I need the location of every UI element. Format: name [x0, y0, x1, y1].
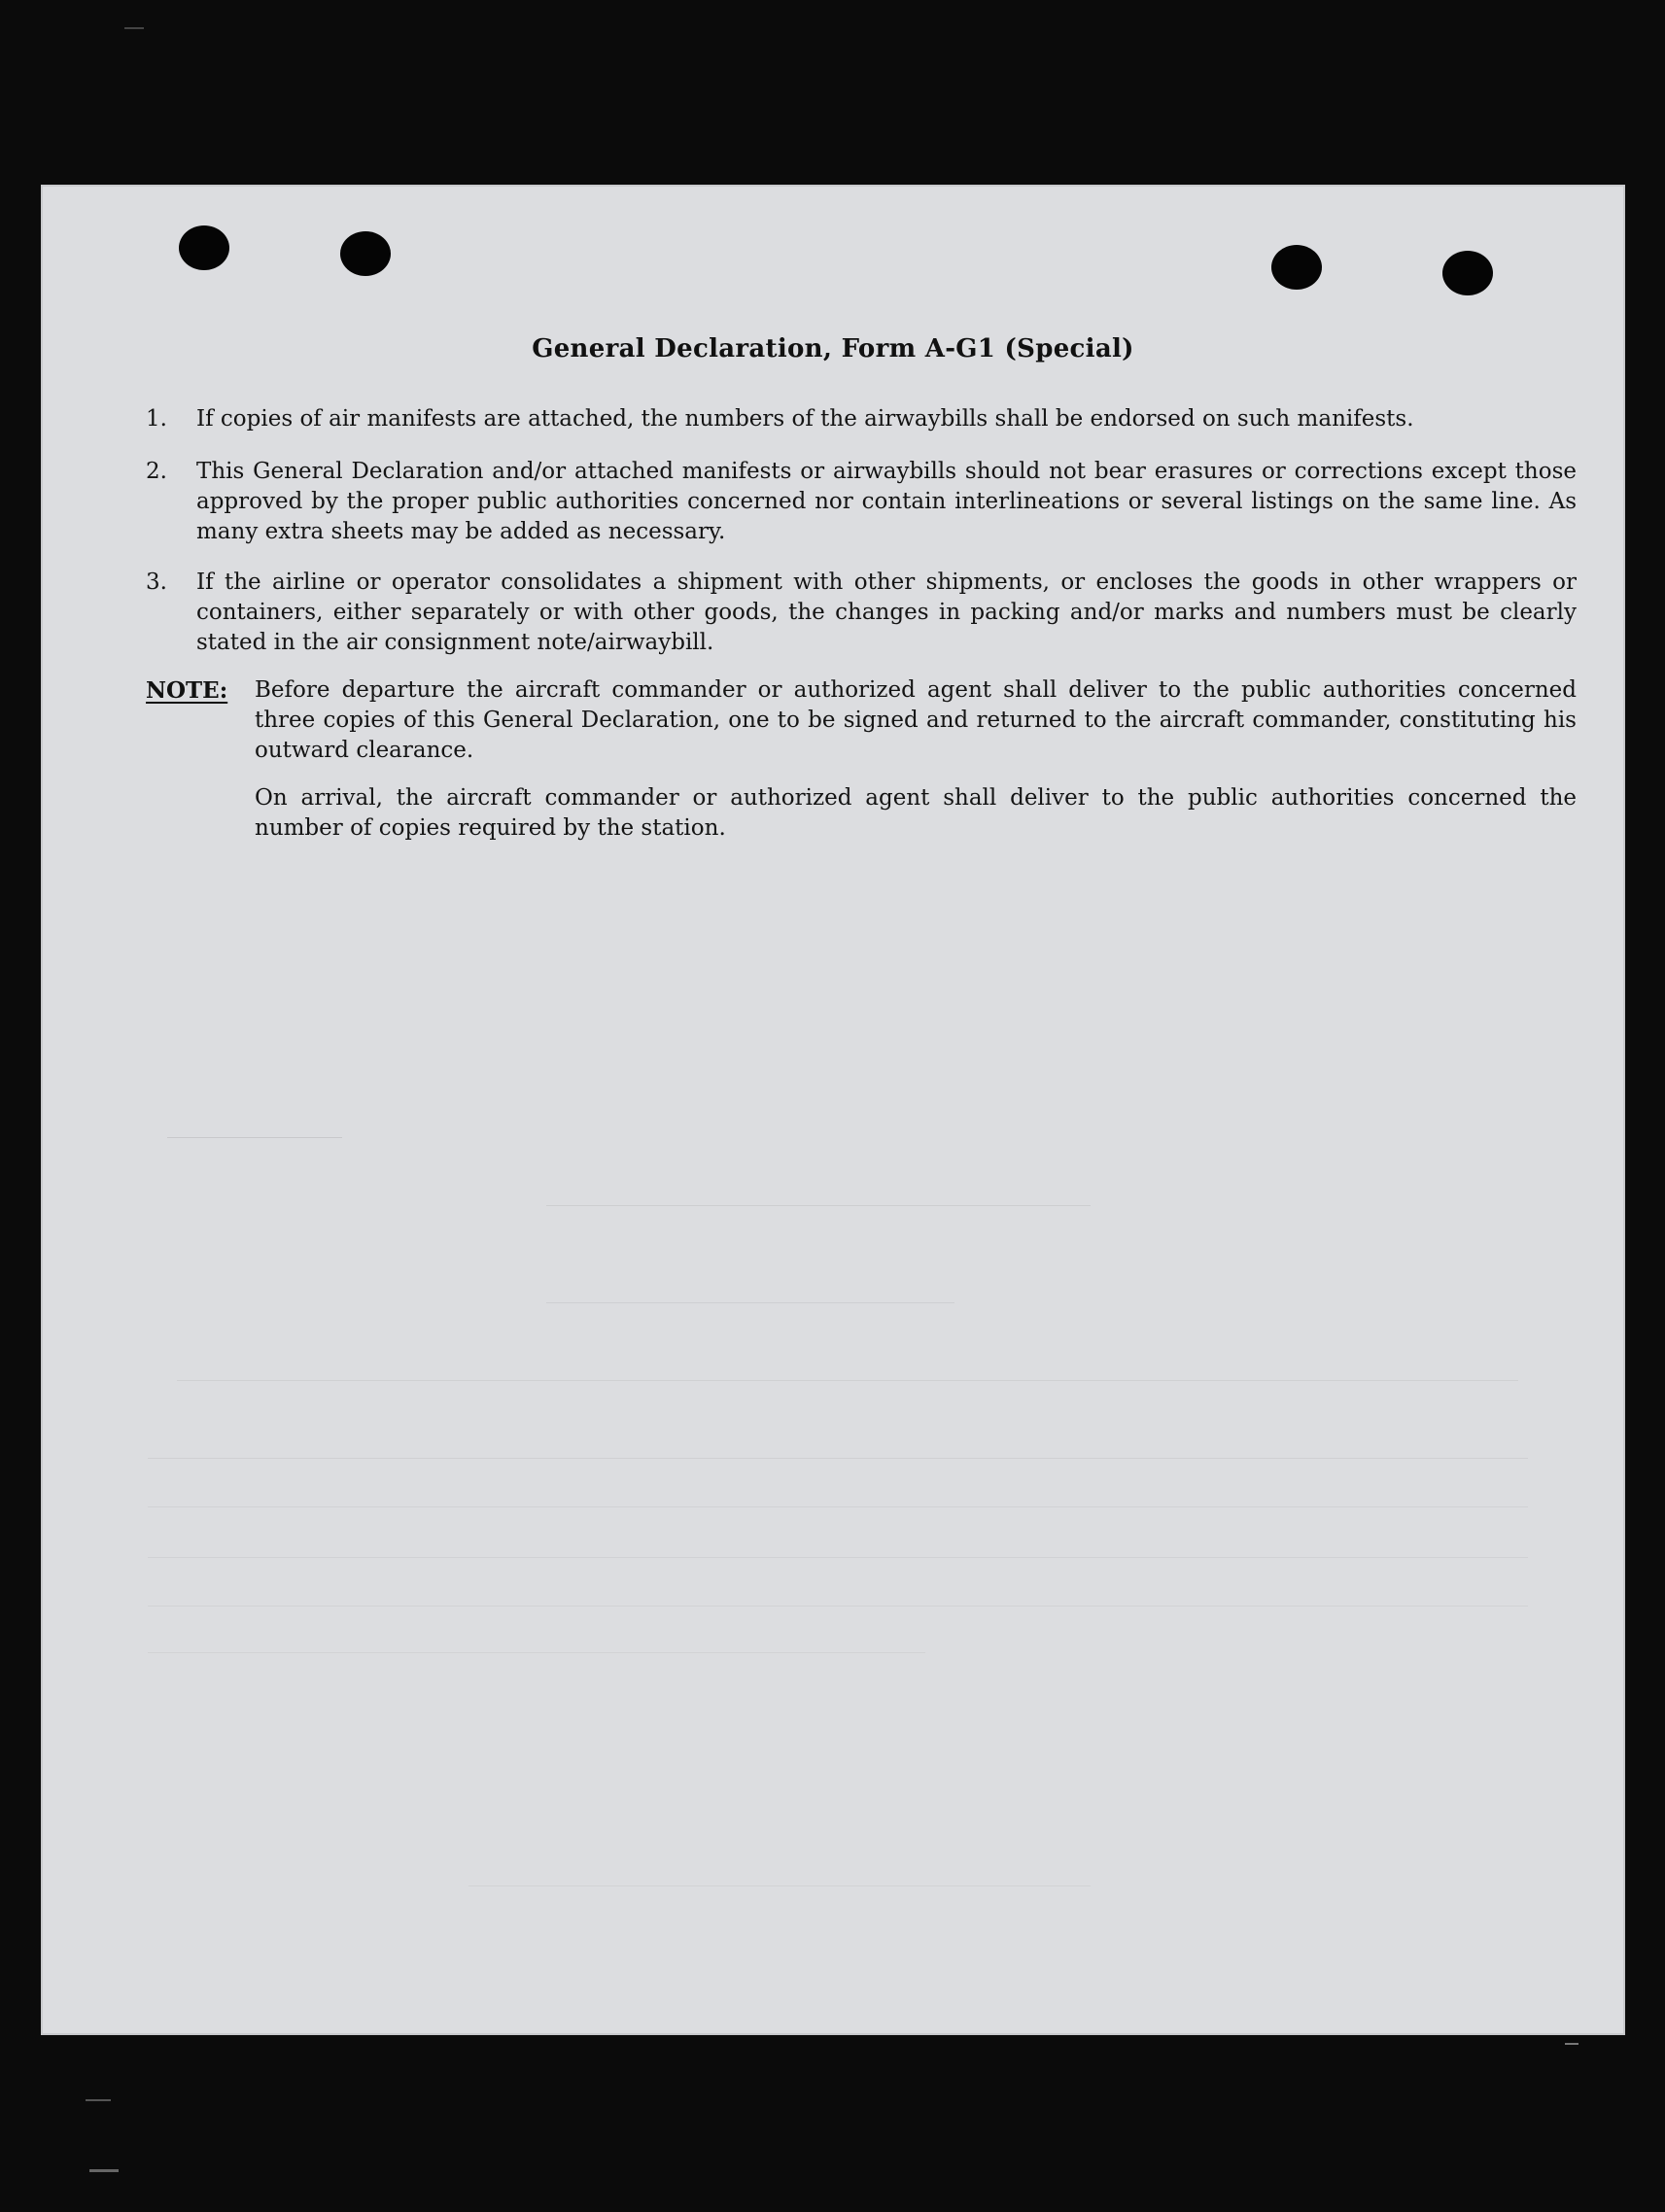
item-text: If the airline or operator consolidates a shipment with other shipments, or encloses the goods in other wrappers or containers, either separately or with other goods, the changes in packing and/or marks and numbers must be clearly stated in the air consignment note/airwaybill.: [196, 570, 1577, 655]
bleed-mark: [148, 1506, 1528, 1507]
scan-speck: [1565, 2043, 1578, 2045]
scan-speck: [86, 2099, 111, 2101]
item-text: This General Declaration and/or attached manifests or airwaybills should not bear erasures or corrections except those approved by the proper public authorities concerned nor contain interlineations or several listings on the same line. As many extra sheets may be added as necessary.: [196, 459, 1577, 544]
bleed-mark: [148, 1652, 925, 1653]
item-text: If copies of air manifests are attached, the numbers of the airwaybills shall be endorsed on such manifests.: [196, 406, 1414, 432]
document-page: [41, 185, 1625, 2035]
item-number: 1.: [146, 406, 167, 432]
note-paragraph: Before departure the aircraft commander or authorized agent shall deliver to the public authorities concerned three copies of this General Declaration, one to be signed and returned to the aircraft commander, constituting his outward clearance.: [255, 677, 1577, 763]
note-label: NOTE:: [146, 677, 228, 704]
bleed-mark: [546, 1205, 1091, 1206]
punch-hole: [1442, 251, 1493, 295]
bleed-mark: [546, 1302, 954, 1303]
item-number: 2.: [146, 459, 167, 484]
bleed-mark: [148, 1606, 1528, 1607]
note-paragraph: On arrival, the aircraft commander or authorized agent shall deliver to the public authorities concerned the number of copies required by the station.: [255, 785, 1577, 841]
punch-hole: [179, 225, 229, 270]
punch-hole: [340, 231, 391, 276]
bleed-mark: [177, 1380, 1518, 1381]
bleed-mark: [148, 1557, 1528, 1558]
bleed-mark: [148, 1458, 1528, 1459]
scan-speck: [89, 2169, 119, 2172]
scan-speck: [124, 27, 144, 29]
bleed-mark: [167, 1137, 342, 1138]
punch-hole: [1271, 245, 1322, 290]
document-title: General Declaration, Form A-G1 (Special): [532, 334, 1134, 363]
bleed-mark: [468, 1885, 1091, 1886]
item-number: 3.: [146, 570, 167, 595]
